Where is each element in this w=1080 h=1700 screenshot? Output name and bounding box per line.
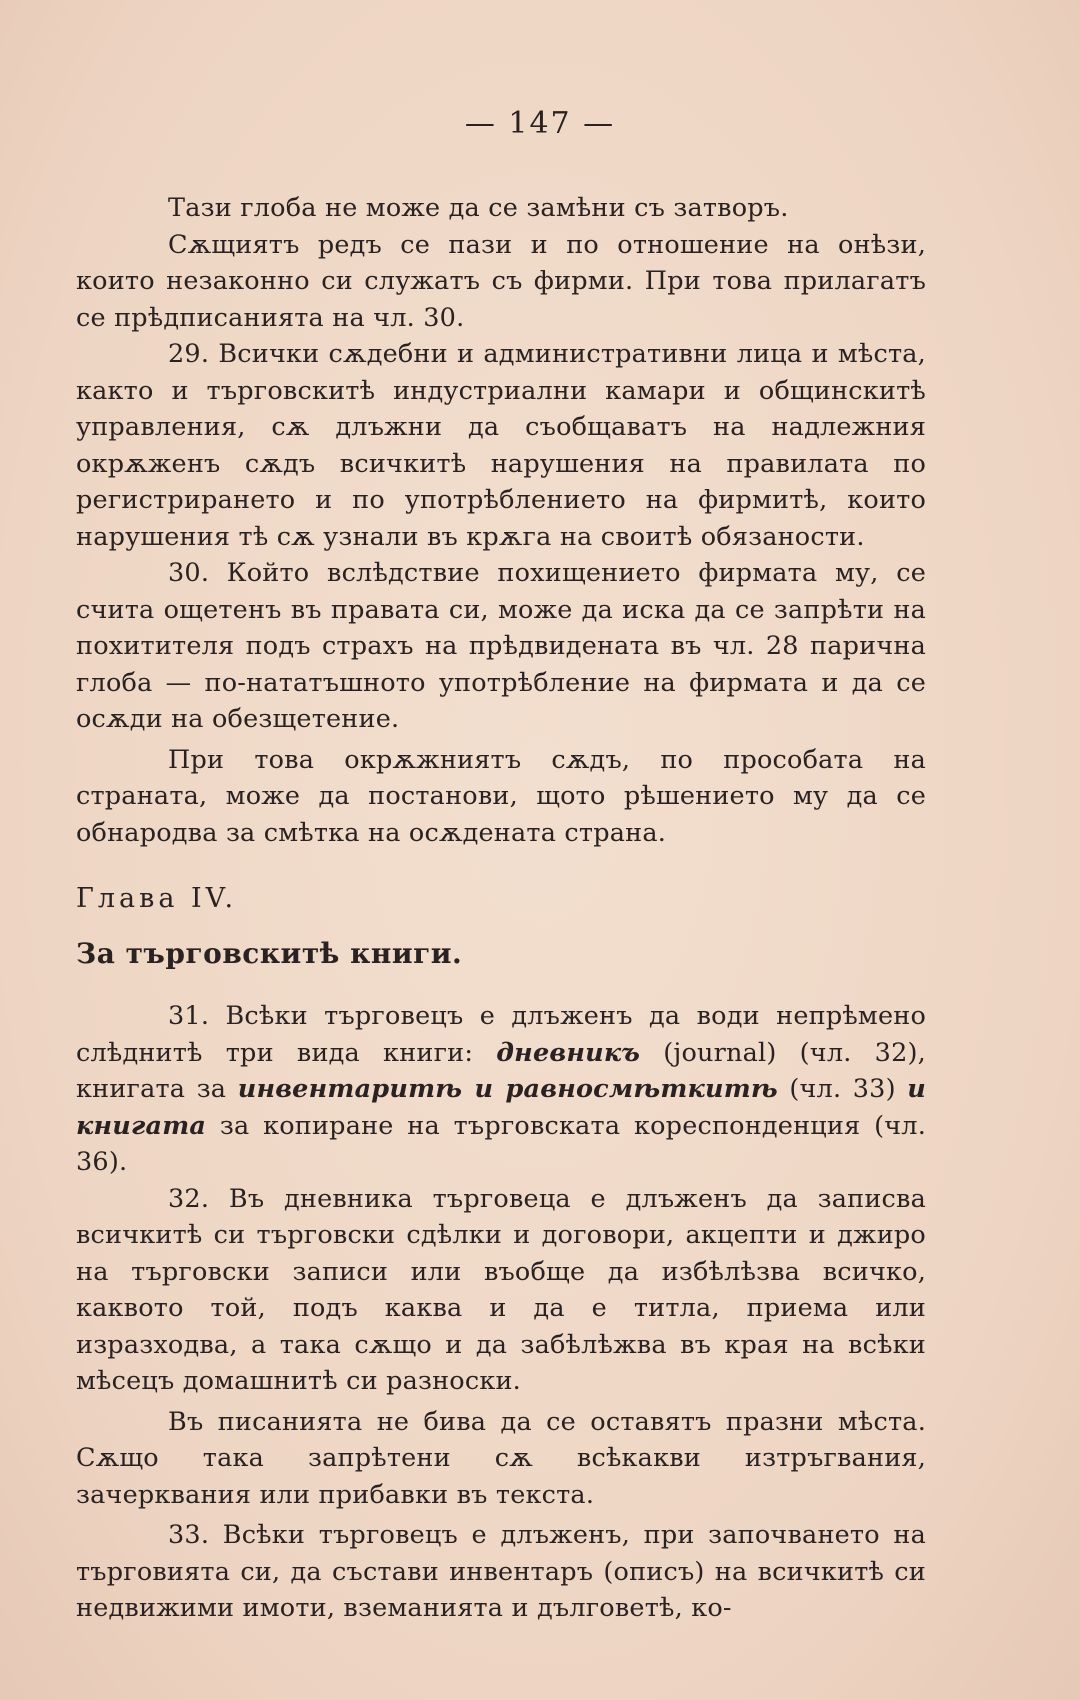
page-number: — 147 — — [464, 106, 616, 141]
page-body — [76, 190, 926, 1627]
article-32: 32. Въ дневника търговеца е длъженъ да записва всичкитѣ си търговски сдѣлки и договори, акцепти и джиро на търговски записи или въобще да избѣлѣзва всичко, каквото той, подъ каква и да е титла, приема или изразходва, а така сѫщо и да забѣлѣжва въ края на всѣки мѣсецъ домашнитѣ си разноски. — [76, 1183, 926, 1396]
term-inventory: инвентаритѣ и равносмѣткитѣ — [237, 1074, 778, 1104]
term-journal: дневникъ — [496, 1037, 641, 1068]
text-run: 31. Всѣки търговецъ е длъженъ да води непрѣмено слѣднитѣ три вида книги: — [76, 1001, 926, 1068]
paragraph: Тази глоба не може да се замѣни съ затворъ. — [168, 193, 789, 223]
article-33: 33. Всѣки търговецъ е длъженъ, при започването на търговията си, да състави инвентаръ (описъ) на всичкитѣ си недвижими имоти, вземанията и дълговетѣ, ко- — [76, 1520, 926, 1623]
text-run: (journal) (чл. 32), книгата за — [76, 1037, 926, 1104]
chapter-label: Глава IV. — [76, 883, 238, 914]
article-31 — [76, 998, 926, 1181]
paragraph: При това окрѫжниятъ сѫдъ, по прособата на страната, може да постанови, щото рѣшението му да се обнародва за смѣтка на осѫдената страна. — [76, 744, 926, 848]
text-run: (чл. 33) — [777, 1074, 908, 1104]
paragraph: Сѫщиятъ редъ се пази и по отношение на онѣзи, които незаконно си служатъ съ фирми. При това прилагатъ се прѣдписанията на чл. 30. — [76, 229, 926, 333]
paragraph: Въ писанията не бива да се оставятъ празни мѣста. Сѫщо така запрѣтени сѫ всѣкакви изтръгвания, зачерквания или прибавки въ текста. — [76, 1406, 926, 1510]
term-letterbook: и книгата — [76, 1074, 926, 1141]
article-29: 29. Всички сѫдебни и административни лица и мѣста, както и търговскитѣ индустриални камари и общинскитѣ управления, сѫ длъжни да съобщаватъ на надлежния окрѫженъ сѫдъ всичкитѣ нарушения на правилата по регистрирането и по употрѣблението на фирмитѣ, които нарушения тѣ сѫ узнали въ крѫга на своитѣ обязаности. — [76, 339, 926, 552]
text-run: за копиране на търговската кореспонденция (чл. 36). — [76, 1110, 926, 1177]
chapter-title: За търговскитѣ книги. — [76, 936, 463, 970]
article-30: 30. Който вслѣдствие похищението фирмата му, се счита ощетенъ въ правата си, може да иска да се запрѣти на похитителя подъ страхъ на прѣдвидената въ чл. 28 парична глоба — по-нататъшното употрѣбление на фирмата и да се осѫди на обезщетение. — [76, 558, 926, 734]
